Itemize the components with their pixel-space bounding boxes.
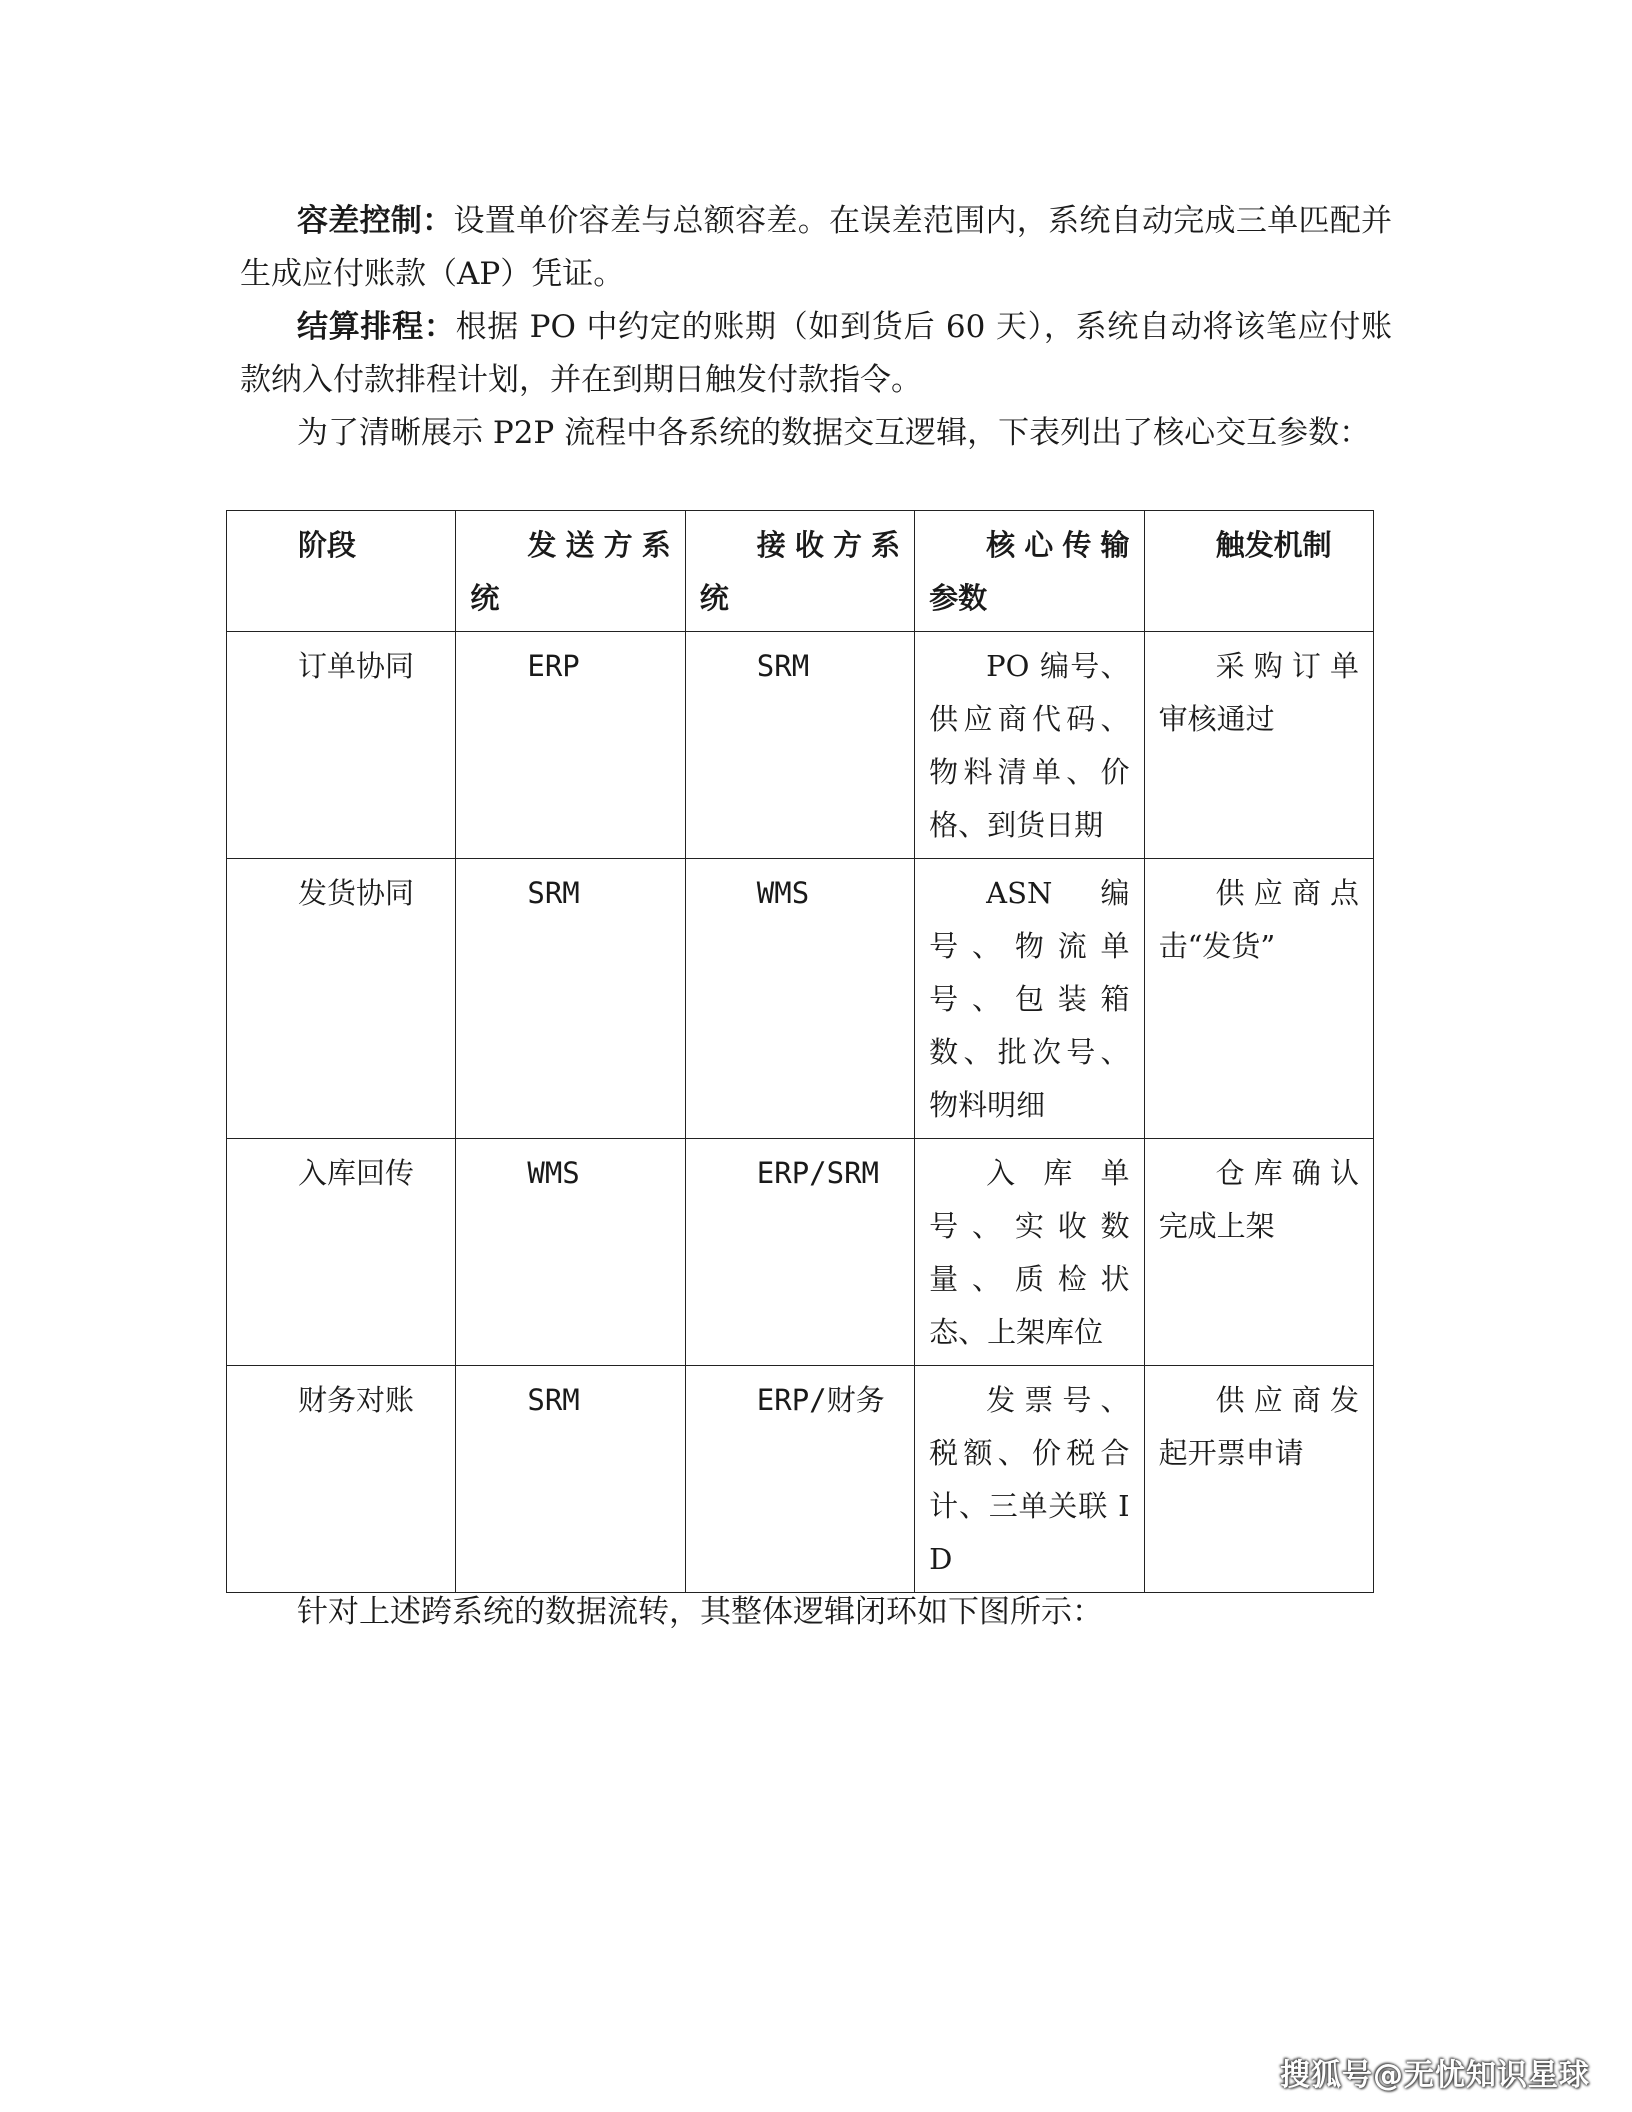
cell-trigger: 供应商点击“发货” xyxy=(1144,859,1373,1139)
header-params: 核心传输参数 xyxy=(915,511,1144,632)
cell-params: 发票号、税额、价税合计、三单关联 ID xyxy=(915,1366,1144,1593)
cell-receiver: SRM xyxy=(685,632,914,859)
cell-params: PO 编号、供应商代码、物料清单、价格、到货日期 xyxy=(915,632,1144,859)
cell-stage: 财务对账 xyxy=(227,1366,456,1593)
cell-trigger: 供应商发起开票申请 xyxy=(1144,1366,1373,1593)
header-stage: 阶段 xyxy=(227,511,456,632)
table-row xyxy=(227,1139,1374,1366)
header-sender: 发送方系统 xyxy=(456,511,685,632)
table-row xyxy=(227,632,1374,859)
cell-trigger: 采购订单审核通过 xyxy=(1144,632,1373,859)
cell-params: 入库单号、实收数量、质检状态、上架库位 xyxy=(915,1139,1144,1366)
cell-stage: 订单协同 xyxy=(227,632,456,859)
system-interaction-table xyxy=(226,510,1374,1593)
tolerance-label: 容差控制： xyxy=(297,203,454,239)
table-row xyxy=(227,859,1374,1139)
cell-trigger: 仓库确认完成上架 xyxy=(1144,1139,1373,1366)
cell-receiver: ERP/SRM xyxy=(685,1139,914,1366)
table-intro-paragraph: 为了清晰展示 P2P 流程中各系统的数据交互逻辑，下表列出了核心交互参数： xyxy=(297,415,1371,451)
table-header-row xyxy=(227,511,1374,632)
cell-stage: 入库回传 xyxy=(227,1139,456,1366)
header-receiver: 接收方系统 xyxy=(685,511,914,632)
cell-stage: 发货协同 xyxy=(227,859,456,1139)
cell-sender: SRM xyxy=(456,859,685,1139)
cell-sender: ERP xyxy=(456,632,685,859)
settlement-label: 结算排程： xyxy=(297,309,456,345)
header-trigger: 触发机制 xyxy=(1144,511,1373,632)
cell-receiver: ERP/财务 xyxy=(685,1366,914,1593)
cell-sender: SRM xyxy=(456,1366,685,1593)
cell-receiver: WMS xyxy=(685,859,914,1139)
tolerance-text: 设置单价容差与总额容差。在误差范围内，系统自动完成三单匹配并生成应付账款（AP）凭证。 xyxy=(240,203,1393,292)
closing-paragraph: 针对上述跨系统的数据流转，其整体逻辑闭环如下图所示： xyxy=(297,1594,1103,1630)
tolerance-paragraph xyxy=(240,195,1392,301)
table-row xyxy=(227,1366,1374,1593)
settlement-paragraph xyxy=(240,301,1392,407)
cell-sender: WMS xyxy=(456,1139,685,1366)
settlement-text: 根据 PO 中约定的账期（如到货后 60 天），系统自动将该笔应付账款纳入付款排程计划，并在到期日触发付款指令。 xyxy=(240,309,1393,398)
cell-params: ASN 编号、物流单号、包装箱数、批次号、物料明细 xyxy=(915,859,1144,1139)
watermark: 搜狐号@无忧知识星球 xyxy=(1280,2058,1590,2093)
